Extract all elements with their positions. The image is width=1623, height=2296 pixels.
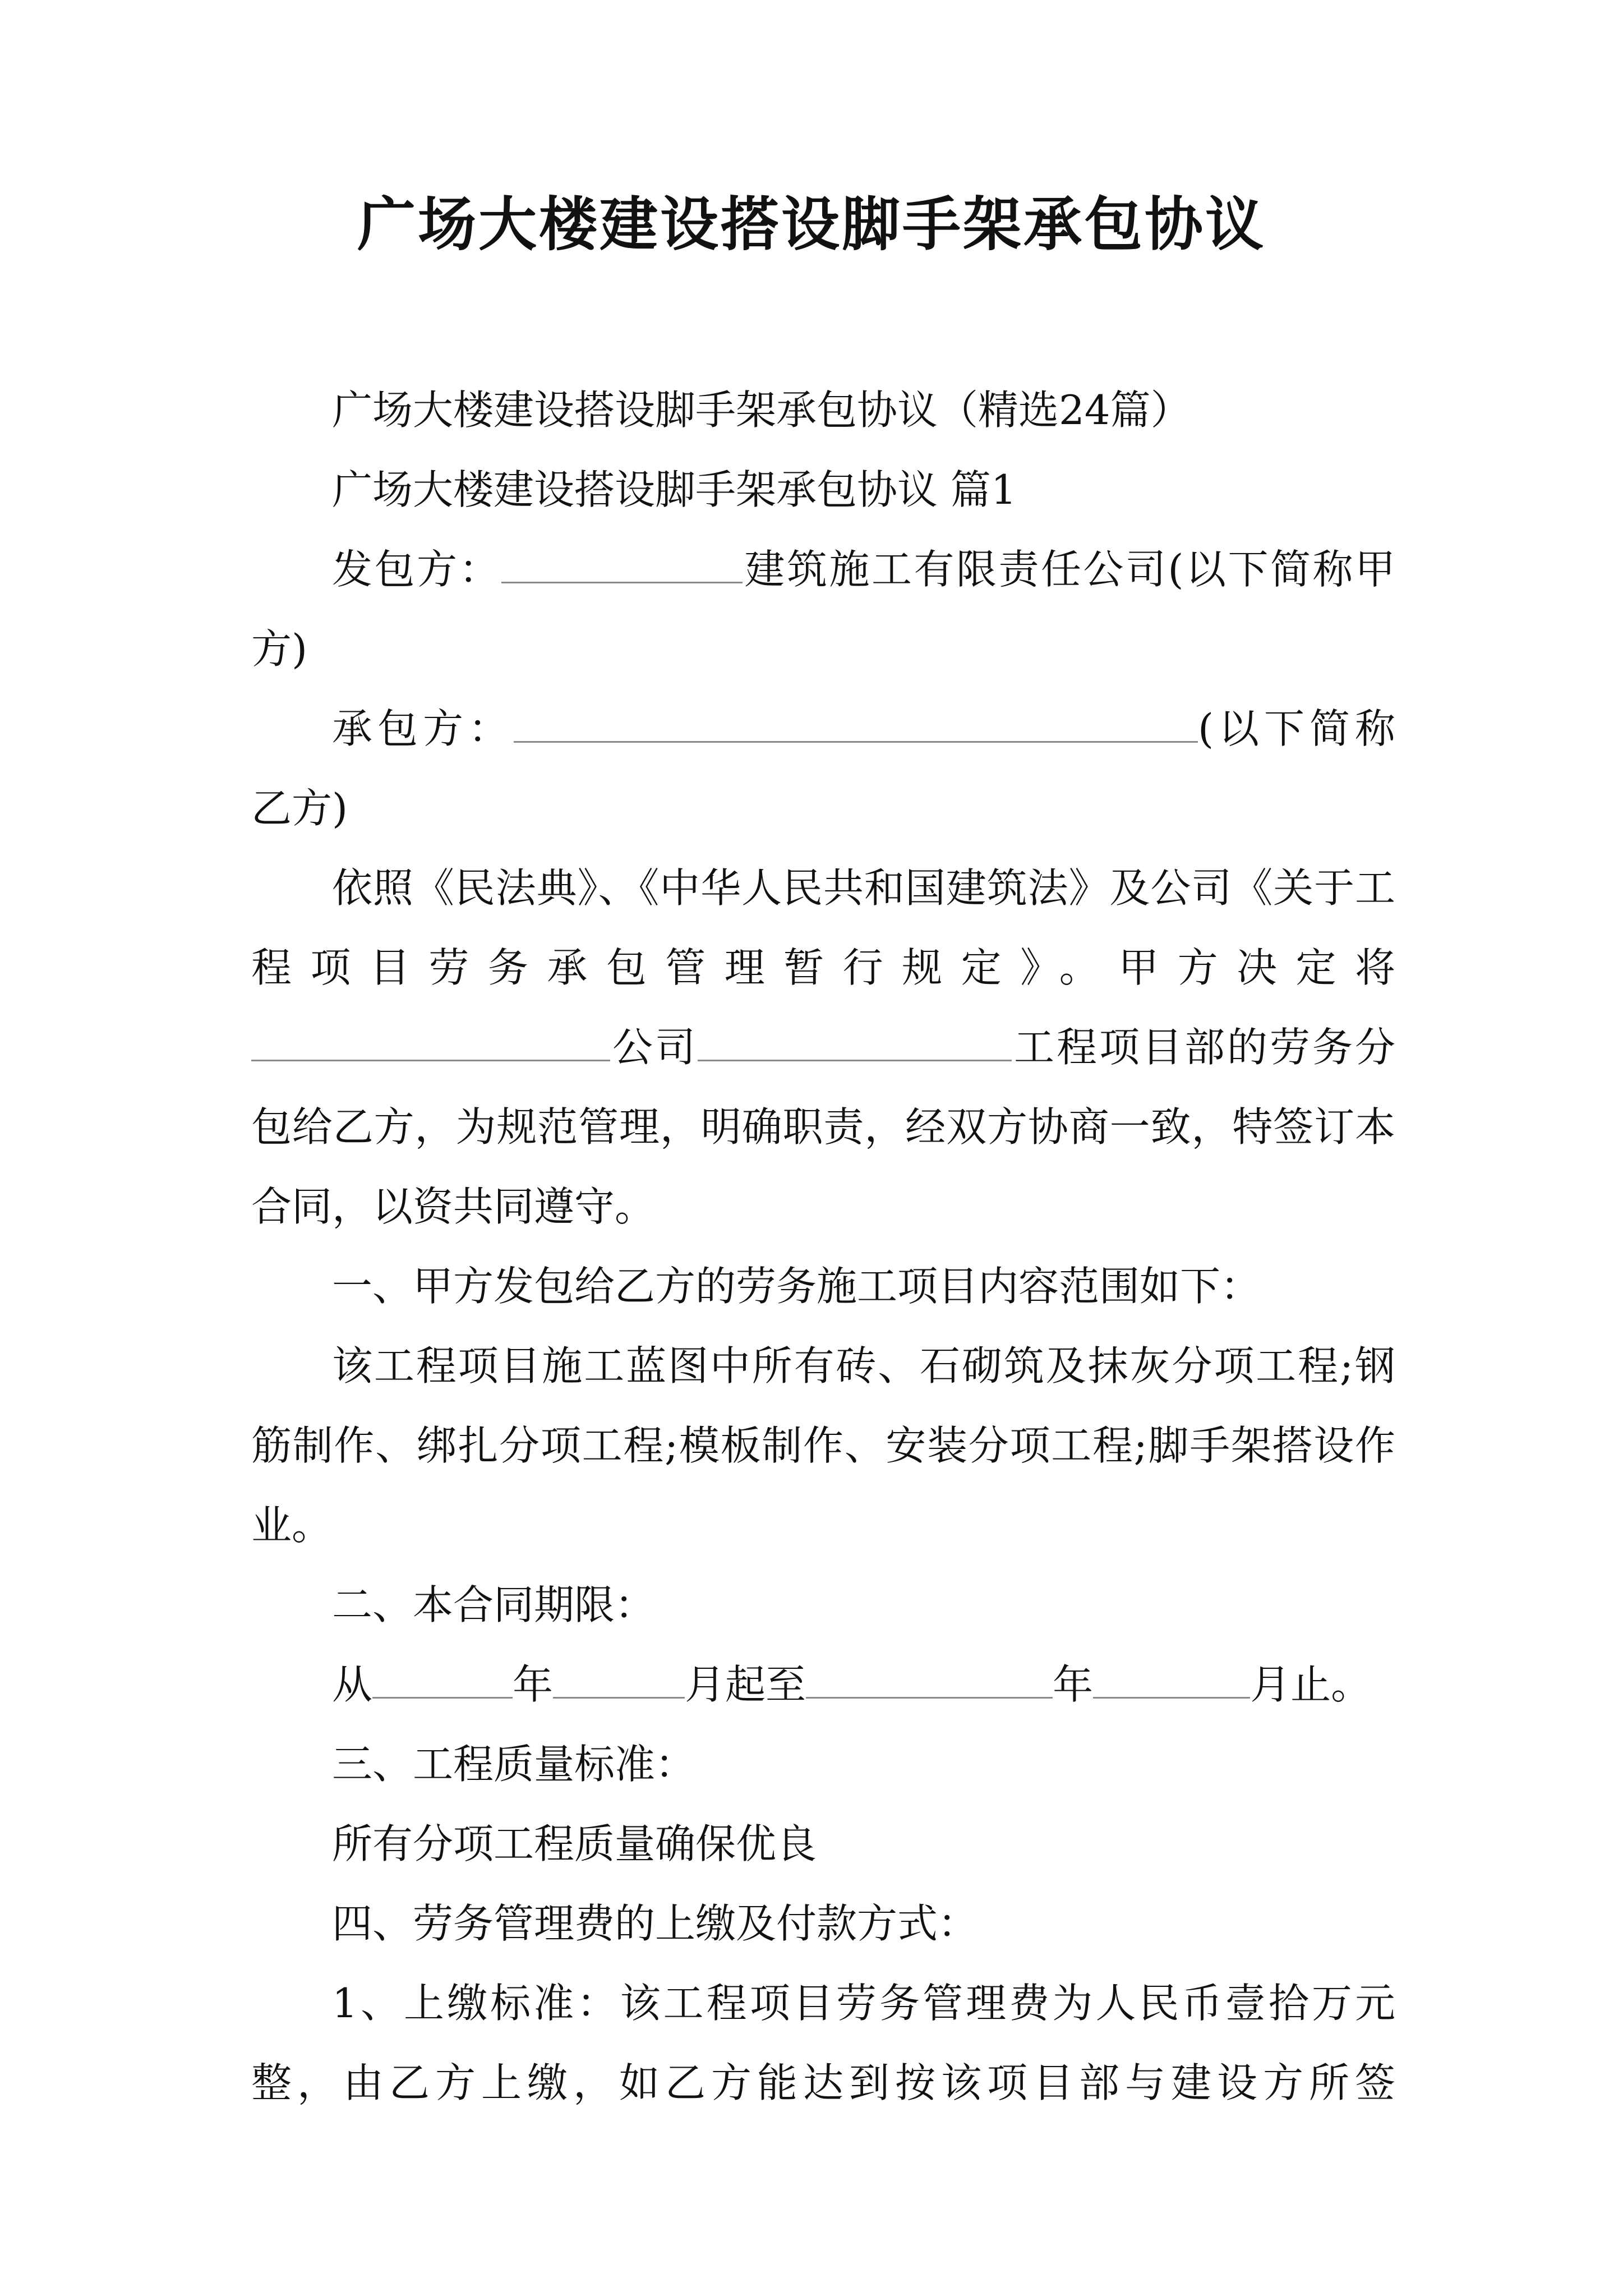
project-blank — [698, 1026, 1012, 1061]
party-a-label: 发包方： — [332, 546, 501, 593]
clause3-heading: 三、工程质量标准： — [332, 1741, 696, 1788]
start-month-blank — [553, 1663, 685, 1699]
party-b-paragraph — [251, 689, 1395, 848]
party-b-text: (以下简称乙方) — [251, 705, 1395, 832]
basis-text-2: 公司 — [610, 1024, 698, 1071]
basis-text-3: 工程项目部的劳务分包给乙方，为规范管理，明确职责，经双方协商一致，特签订本合同，以资共同遵守。 — [251, 1024, 1395, 1230]
clause1-heading: 一、甲方发包给乙方的劳务施工项目内容范围如下： — [332, 1263, 1261, 1310]
basis-text-1: 依照《民法典》、《中华人民共和国建筑法》及公司《关于工程项目劳务承包管理暂行规定》。甲方决定将 — [251, 864, 1395, 991]
term-year1: 年 — [513, 1661, 554, 1708]
clause2-heading: 二、本合同期限： — [332, 1581, 656, 1628]
party-a-text: 建筑施工有限责任公司(以下简称甲方) — [251, 546, 1395, 673]
document-subtitle: 广场大楼建设搭设脚手架承包协议（精选24篇） — [332, 386, 1191, 434]
clause4-heading: 四、劳务管理费的上缴及付款方式： — [332, 1900, 979, 1947]
term-paragraph — [251, 1645, 1395, 1724]
term-month-from: 月起至 — [685, 1661, 806, 1708]
party-b-blank — [514, 707, 1198, 743]
basis-paragraph — [251, 848, 1395, 1246]
document-title: 广场大楼建设搭设脚手架承包协议 — [357, 190, 1266, 259]
term-month-to: 月止。 — [1250, 1661, 1372, 1708]
party-a-paragraph — [251, 530, 1395, 689]
party-a-blank — [501, 548, 743, 583]
start-year-blank — [372, 1663, 513, 1699]
end-month-blank — [1093, 1663, 1250, 1699]
term-year2: 年 — [1053, 1661, 1094, 1708]
party-b-label: 承包方： — [332, 705, 514, 752]
clause1-text: 该工程项目施工蓝图中所有砖、石砌筑及抹灰分项工程;钢筋制作、绑扎分项工程;模板制作、安装分项工程;脚手架搭设作业。 — [251, 1342, 1395, 1549]
term-from: 从 — [332, 1661, 373, 1708]
document-body — [251, 370, 1395, 2123]
clause3-text: 所有分项工程质量确保优良 — [332, 1820, 817, 1867]
section-heading: 广场大楼建设搭设脚手架承包协议 篇1 — [332, 466, 1017, 513]
end-year-blank — [806, 1663, 1053, 1699]
clause4-item1: 1、上缴标准：该工程项目劳务管理费为人民币壹拾万元整，由乙方上缴，如乙方能达到按该项目部与建设方所签 — [251, 1980, 1395, 2106]
company-blank — [251, 1026, 610, 1061]
